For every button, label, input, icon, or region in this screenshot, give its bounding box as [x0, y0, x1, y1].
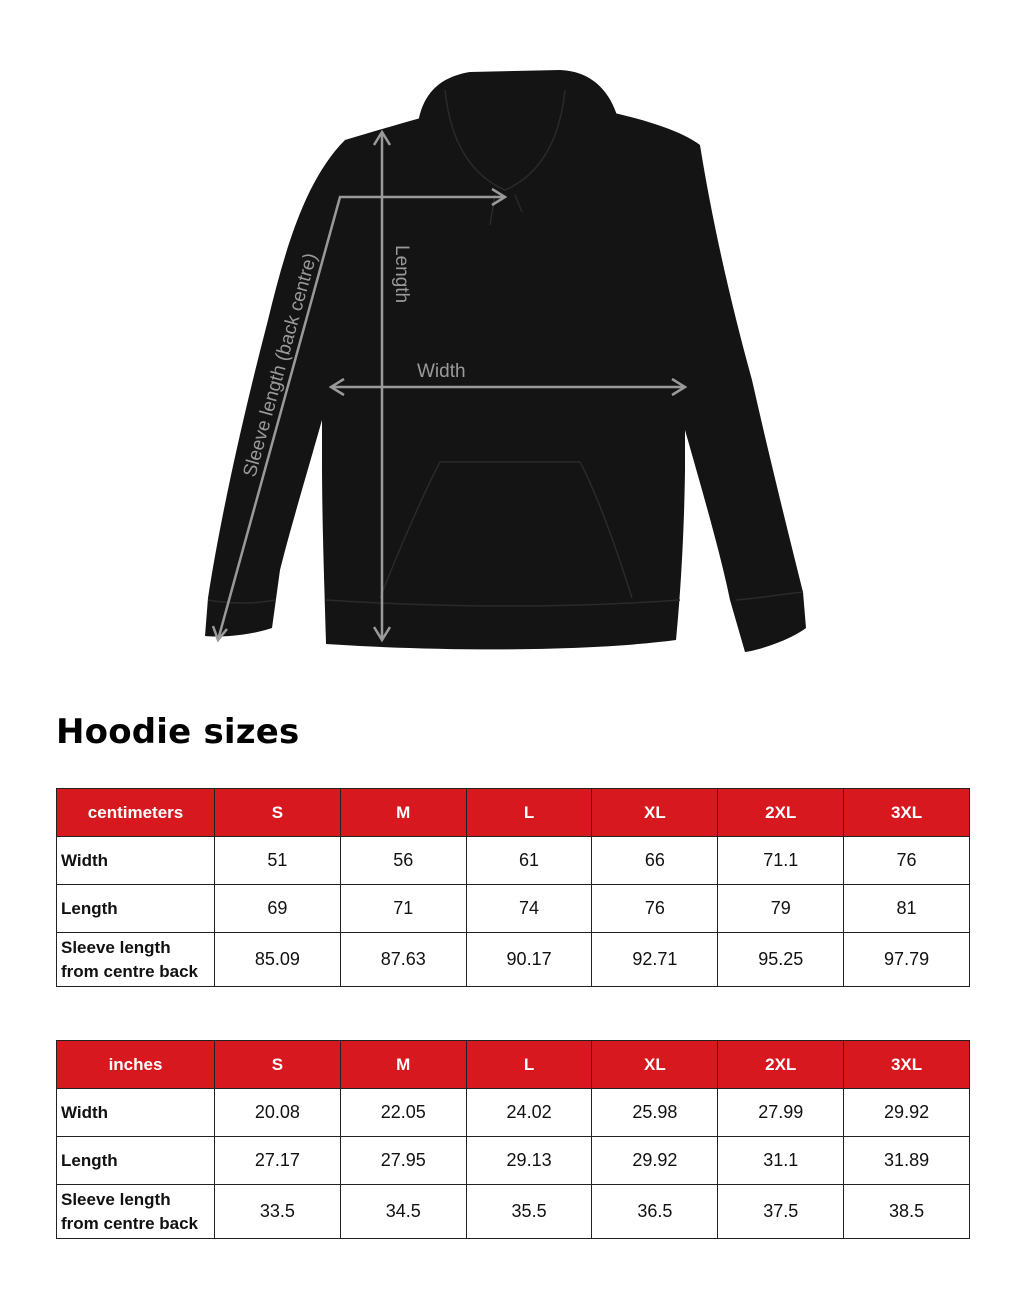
table-header-row	[57, 789, 970, 837]
row-label: Length	[57, 885, 215, 933]
table-cell: 87.63	[340, 933, 466, 987]
size-table-centimeters	[56, 788, 970, 987]
table-cell: 51	[215, 837, 341, 885]
table-cell: 36.5	[592, 1185, 718, 1239]
table-cell: 56	[340, 837, 466, 885]
size-table-inches	[56, 1040, 970, 1239]
size-header: L	[466, 789, 592, 837]
table-cell: 33.5	[215, 1185, 341, 1239]
table-cell: 20.08	[215, 1089, 341, 1137]
table-cell: 27.17	[215, 1137, 341, 1185]
size-header: M	[340, 1041, 466, 1089]
table-cell: 61	[466, 837, 592, 885]
table-cell: 85.09	[215, 933, 341, 987]
size-header: 2XL	[718, 1041, 844, 1089]
table-header-row	[57, 1041, 970, 1089]
table-cell: 95.25	[718, 933, 844, 987]
table-cell: 27.99	[718, 1089, 844, 1137]
row-label-line: from centre back	[61, 961, 198, 981]
row-label: Length	[57, 1137, 215, 1185]
sleeve-guide-label: Sleeve length (back centre)	[239, 250, 322, 480]
table-cell: 76	[592, 885, 718, 933]
table-cell: 92.71	[592, 933, 718, 987]
table-cell: 24.02	[466, 1089, 592, 1137]
table-cell: 29.13	[466, 1137, 592, 1185]
table-cell: 97.79	[844, 933, 970, 987]
table-cell: 25.98	[592, 1089, 718, 1137]
table-row	[57, 1089, 970, 1137]
size-header: 2XL	[718, 789, 844, 837]
table-cell: 34.5	[340, 1185, 466, 1239]
table-cell: 71.1	[718, 837, 844, 885]
row-label: Width	[57, 1089, 215, 1137]
table-cell: 31.89	[844, 1137, 970, 1185]
table-cell: 66	[592, 837, 718, 885]
table-cell: 71	[340, 885, 466, 933]
row-label	[57, 933, 215, 987]
table-cell: 35.5	[466, 1185, 592, 1239]
length-guide-label: Length	[391, 245, 412, 304]
size-header: L	[466, 1041, 592, 1089]
table-cell: 29.92	[844, 1089, 970, 1137]
row-label	[57, 1185, 215, 1239]
table-cell: 79	[718, 885, 844, 933]
row-label: Width	[57, 837, 215, 885]
page-title: Hoodie sizes	[56, 712, 300, 752]
table-cell: 76	[844, 837, 970, 885]
row-label-line: from centre back	[61, 1213, 198, 1233]
size-header: S	[215, 789, 341, 837]
unit-header: centimeters	[57, 789, 215, 837]
size-header: 3XL	[844, 789, 970, 837]
table-row	[57, 885, 970, 933]
unit-header: inches	[57, 1041, 215, 1089]
table-cell: 38.5	[844, 1185, 970, 1239]
size-header: XL	[592, 789, 718, 837]
size-header: XL	[592, 1041, 718, 1089]
row-label-line: Sleeve length	[61, 937, 171, 957]
table-cell: 37.5	[718, 1185, 844, 1239]
table-cell: 22.05	[340, 1089, 466, 1137]
row-label-line: Sleeve length	[61, 1189, 171, 1209]
table-cell: 29.92	[592, 1137, 718, 1185]
table-cell: 74	[466, 885, 592, 933]
table-row	[57, 837, 970, 885]
size-header: 3XL	[844, 1041, 970, 1089]
table-cell: 90.17	[466, 933, 592, 987]
table-cell: 27.95	[340, 1137, 466, 1185]
table-cell: 81	[844, 885, 970, 933]
table-cell: 69	[215, 885, 341, 933]
size-header: S	[215, 1041, 341, 1089]
table-row	[57, 1185, 970, 1239]
size-header: M	[340, 789, 466, 837]
table-row	[57, 1137, 970, 1185]
width-guide-label: Width	[417, 361, 466, 382]
table-cell: 31.1	[718, 1137, 844, 1185]
table-row	[57, 933, 970, 987]
